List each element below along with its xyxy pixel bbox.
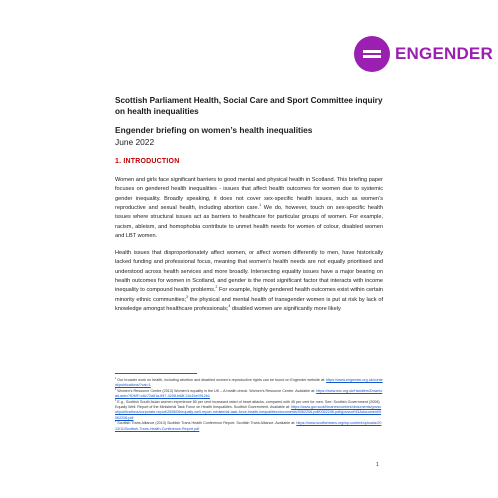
page-number: 1 [376, 462, 379, 468]
intro-paragraph-2: Health issues that disproportionately affect women, or affect women differently to men, have historically lacked funding and professional focus, meaning that women’s health needs are not equally prioritised and understood across health services and more broadly. Intersecting equality issues have a major bearing on health outcomes for women in Scotland, and gender is the most significant factor that interacts with income inequality to compound health problems.$^2$ For example, highly gendered health outcomes exist within certain minority ethnic communities;$^3$ the physical and mental health of transgender women is put at risk by lack of knowledge amongst healthcare professionals;$^4$ disabled women are significantly more likely [115, 250, 383, 313]
intro-paragraph-1: Women and girls face significant barriers to good mental and physical health in Scotland. This briefing paper focuses on gendered health inequalities - issues that affect health outcomes for women due to systemic gender inequality. Broadly speaking, it does not cover sex-specific health issues, such as women’s reproductive and sexual health, including abortion care.$^1$ We do, however, touch on sex-specific health issues where structural issues act as barriers to healthcare for particular groups of women. For example, racism, ableism, and homophobia contribute to unmet health needs for women of colour, disabled women and LBT women. [115, 177, 383, 240]
footnote-1-link[interactable]: https://www.engender.org.uk/content/publications/?cat=1 [115, 378, 383, 388]
footnotes [115, 378, 383, 432]
briefing-title: Engender briefing on women’s health inequalities [115, 125, 313, 135]
footnote-ref-4[interactable]: 4 [228, 304, 231, 309]
footnote-ref-1[interactable]: 1 [259, 203, 262, 208]
footnote-ref-2[interactable]: 2 [215, 285, 218, 290]
logo-text: ENGENDER [395, 44, 493, 63]
briefing-date: June 2022 [115, 137, 155, 147]
footnote-ref-3[interactable]: 3 [186, 294, 188, 299]
footnote-4: $^4$ Scottish Trans Alliance (2013) Scottish Trans Health Conference Report. Scottish Trans Alliance. Available at: https://www.scottishtrans.org/wp-content/uploads/2013/11/Scottish-Trans-Health-Conference-Report.pdf [115, 421, 382, 431]
committee-title: Scottish Parliament Health, Social Care and Sport Committee inquiry on health inequalities [115, 96, 383, 116]
footnote-2-link[interactable]: https://www.wrc.org.uk/Handlers/Download.ashx?IDMF=c6c72a51a-ff47-4208-b68f-24c15e0912b1 [115, 388, 383, 399]
footnote-3: $^3$ E.g., Scottish South Asian women experience 80 per cent increased rated of heart attacks, compared with 45 per cent for men. See: Scottish Government (2008) Equally Well: Report of the Ministerial Task Force on Health Inequalities. Scottish Government. Available at: https://www.gov.scot/binaries/content/documents/govscot/publications/corporate-report/2008/06/equally-well-report-ministerial-task-force-health-inequalities/documents/0062206-pdf/0062206-pdf/govscot%3Adocument/0062206.pdf [115, 399, 382, 420]
footnote-divider [115, 373, 197, 374]
section-heading: 1. INTRODUCTION [115, 158, 180, 165]
footnote-4-link[interactable]: https://www.scottishtrans.org/wp-content/uploads/2013/11/Scottish-Trans-Health-Conference-Report.pdf [115, 421, 382, 431]
footnote-2: $^2$ Women’s Resource Centre (2013) Women’s equality in the UK – A health check. Women’s Resource Centre. Available at: https://www.wrc.org.uk/Handlers/Download.ashx?IDMF=c6c72a51a-ff47-4208-b68f-24c15e0912b1 [115, 388, 383, 399]
footnote-3-link[interactable]: https://www.gov.scot/binaries/content/documents/govscot/publications/corporate-report/2008/06/equally-well-report-ministerial-task-force-health-inequalities/documents/0062206-pdf/0062206-pdf/govscot%3Adocument/0062206.pdf [115, 405, 382, 420]
engender-logo [354, 36, 493, 72]
equals-icon [354, 36, 390, 72]
footnote-1: $^1$ Our broader work on health, including abortion and disabled women’s reproductive rights can be found on Engender website at: https://www.engender.org.uk/content/publications/?cat=1 [115, 377, 383, 388]
